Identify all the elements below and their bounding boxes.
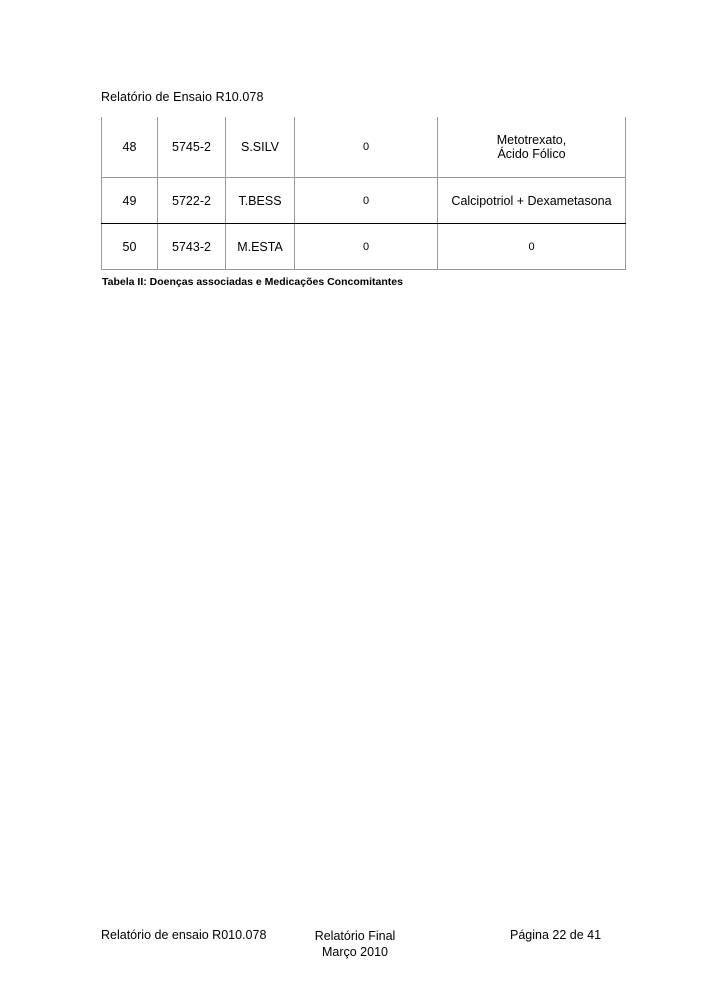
cell-number: 49	[102, 178, 158, 224]
cell-medication: Calcipotriol + Dexametasona	[438, 178, 626, 224]
cell-medication: 0	[438, 224, 626, 270]
cell-initials: M.ESTA	[226, 224, 295, 270]
medication-line: Ácido Fólico	[497, 147, 566, 161]
table-row	[102, 224, 626, 270]
cell-initials: S.SILV	[226, 117, 295, 178]
medication-line: Metotrexato,	[496, 133, 567, 147]
table-row	[102, 178, 626, 224]
footer-report-id: Relatório de ensaio R010.078	[101, 928, 267, 942]
footer-report-title: Relatório Final	[314, 929, 396, 943]
cell-value: 0	[295, 178, 438, 224]
data-table	[101, 117, 626, 270]
footer-page-number: Página 22 de 41	[510, 928, 602, 942]
table-caption: Tabela II: Doenças associadas e Medicações Concomitantes	[102, 276, 403, 288]
cell-code: 5745-2	[158, 117, 226, 178]
cell-number: 48	[102, 117, 158, 178]
cell-value: 0	[295, 117, 438, 178]
table-row	[102, 117, 626, 178]
cell-code: 5743-2	[158, 224, 226, 270]
cell-code: 5722-2	[158, 178, 226, 224]
cell-number: 50	[102, 224, 158, 270]
page-header-title: Relatório de Ensaio R10.078	[101, 90, 264, 104]
footer-report-type	[305, 928, 405, 960]
cell-initials: T.BESS	[226, 178, 295, 224]
cell-value: 0	[295, 224, 438, 270]
cell-medication	[438, 117, 626, 178]
footer-report-date: Março 2010	[321, 945, 388, 959]
